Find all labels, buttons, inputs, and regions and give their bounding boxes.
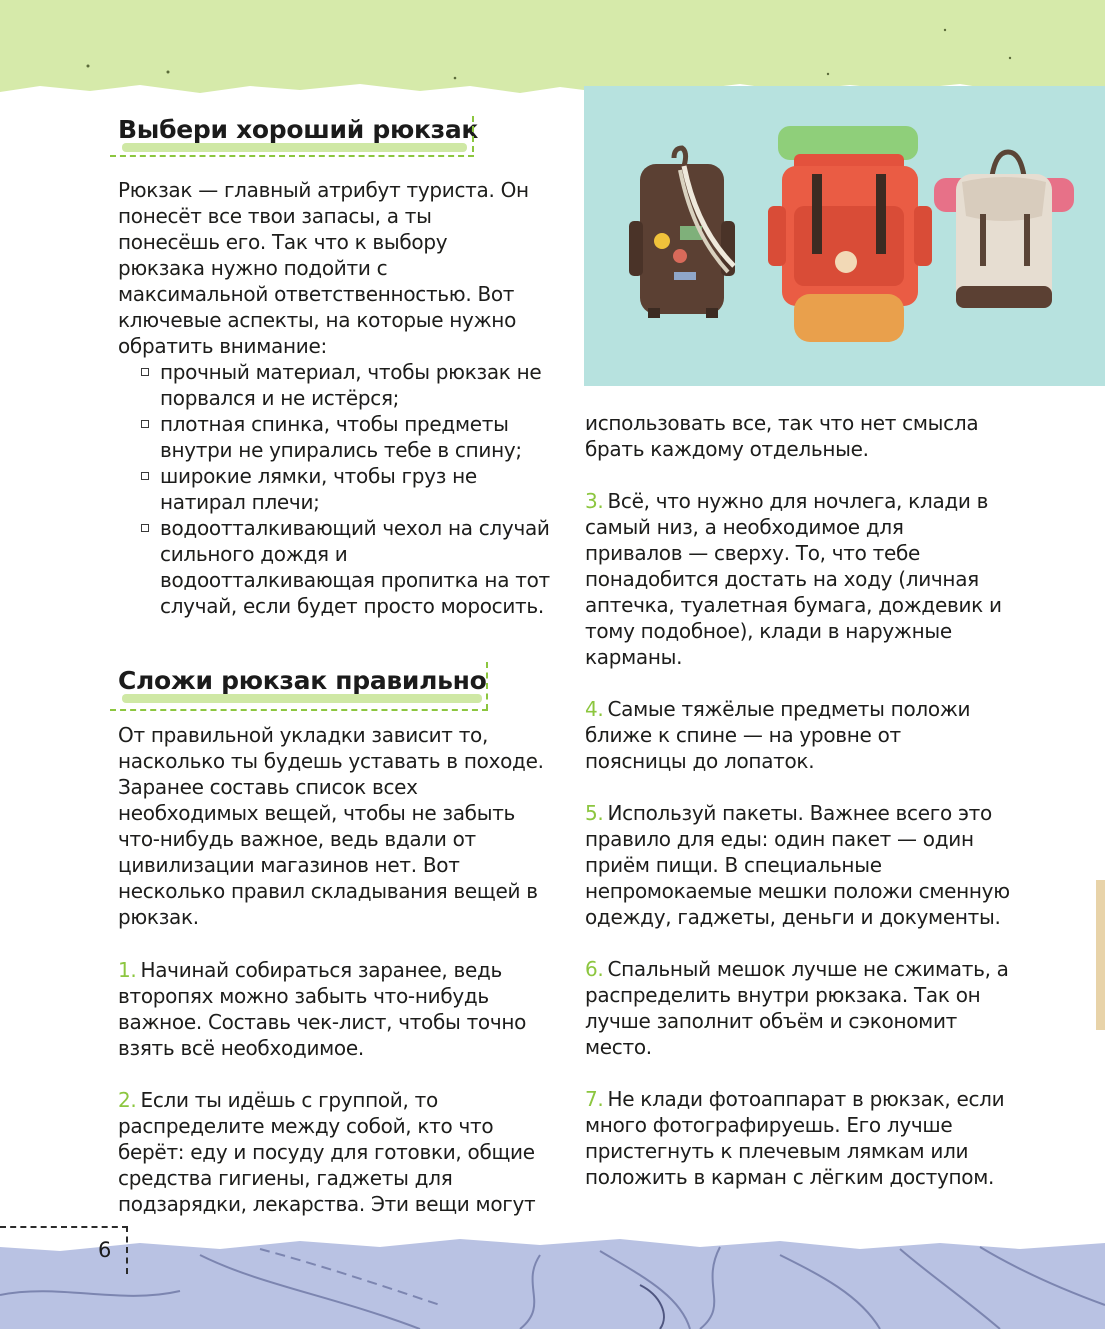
rule-number: 3.	[585, 489, 604, 513]
bottom-map-band	[0, 1225, 1105, 1329]
rule-item-6	[585, 956, 1025, 1060]
rule-item-2-continued	[585, 410, 1015, 462]
backpacks-illustration	[584, 86, 1105, 386]
page-number: 6	[98, 1238, 112, 1262]
rule-text: Если ты идёшь с группой, то распределите между собой, кто что берёт: еду и посуду для готовки, общие средства гигиены, гаджеты для подзарядки, лекарства. Эти вещи могут	[118, 1088, 536, 1216]
criteria-item: широкие лямки, чтобы груз не натирал плечи;	[140, 463, 560, 515]
heading-dashed-accent	[486, 662, 488, 710]
rule-number: 2.	[118, 1088, 137, 1112]
rule-text: использовать все, так что нет смысла брать каждому отдельные.	[585, 411, 979, 461]
rule-text: Не клади фотоаппарат в рюкзак, если много фотографируешь. Его лучше пристегнуть к плечевым лямкам или положить в карман с лёгким доступом.	[585, 1087, 1005, 1189]
brown-backpack-image	[629, 148, 735, 318]
rule-item-5	[585, 800, 1025, 930]
rule-item-7	[585, 1086, 1025, 1190]
rule-text: Всё, что нужно для ночлега, клади в самый низ, а необходимое для привалов — сверху. То, что тебе понадобится достать на ходу (личная аптечка, туалетная бумага, дождевик и тому подобное), клади в наружные карманы.	[585, 489, 1002, 669]
rule-number: 5.	[585, 801, 604, 825]
backpack-criteria-list	[140, 359, 560, 619]
heading-dashed-accent	[472, 116, 474, 152]
heading-highlight	[122, 694, 482, 703]
rule-item-1	[118, 957, 558, 1061]
rule-text: Используй пакеты. Важнее всего это правило для еды: один пакет — один приём пищи. В специальные непромокаемые мешки положи сменную одежду, гаджеты, деньги и документы.	[585, 801, 1010, 929]
heading-dashed-underline	[110, 709, 488, 711]
top-paper-band	[0, 0, 1105, 100]
rule-text: Спальный мешок лучше не сжимать, а распределить внутри рюкзака. Так он лучше заполнит объём и сэкономит место.	[585, 957, 1009, 1059]
page-edge-accent	[1096, 880, 1105, 1030]
heading-highlight	[122, 143, 467, 152]
criteria-item: прочный материал, чтобы рюкзак не порвался и не истёрся;	[140, 359, 560, 411]
rule-number: 1.	[118, 958, 137, 982]
section-heading-choose-backpack: Выбери хороший рюкзак	[118, 115, 479, 144]
rule-text: Самые тяжёлые предметы положи ближе к спине — на уровне от поясницы до лопаток.	[585, 697, 971, 773]
rule-item-2	[118, 1087, 558, 1217]
criteria-item: водоотталкивающий чехол на случай сильного дождя и водоотталкивающая пропитка на тот случай, если будет просто моросить.	[140, 515, 560, 619]
rule-number: 4.	[585, 697, 604, 721]
rule-number: 7.	[585, 1087, 604, 1111]
rule-item-4	[585, 696, 985, 774]
section1-intro: Рюкзак — главный атрибут туриста. Он понесёт все твои запасы, а ты понесёшь его. Так что к выбору рюкзака нужно подойти с максимальной ответственностью. Вот ключевые аспекты, на которые нужно обратить внимание:	[118, 178, 529, 358]
rule-text: Начинай собираться заранее, ведь второпях можно забыть что-нибудь важное. Составь чек-лист, чтобы точно взять всё необходимое.	[118, 958, 527, 1060]
rule-item-3	[585, 488, 1005, 670]
heading-dashed-underline	[110, 155, 474, 157]
section2-intro: От правильной укладки зависит то, насколько ты будешь уставать в походе. Заранее составь список всех необходимых вещей, чтобы не забыть что-нибудь важное, ведь вдали от цивилизации магазинов нет. Вот несколько правил складывания вещей в рюкзак.	[118, 723, 544, 929]
criteria-item: плотная спинка, чтобы предметы внутри не упирались тебе в спину;	[140, 411, 560, 463]
section-heading-pack-correctly: Сложи рюкзак правильно	[118, 666, 487, 695]
rule-number: 6.	[585, 957, 604, 981]
